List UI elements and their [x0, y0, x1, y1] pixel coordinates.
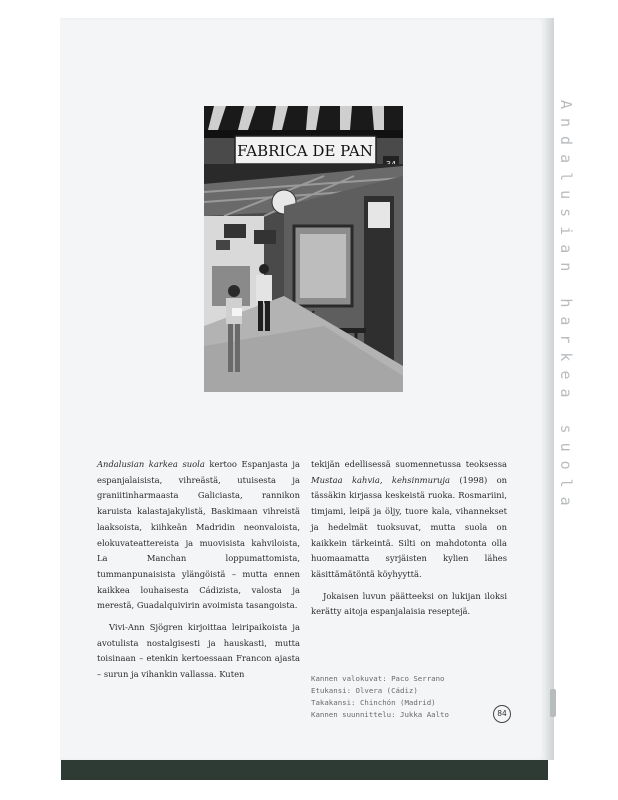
- blurb-right-column: [311, 457, 507, 626]
- spine-title: Andalusian harkea suola: [557, 100, 575, 515]
- book-title-italic: Mustaa kahvia, kehsinmuruja: [311, 474, 450, 485]
- blurb-text: (1998) on tässäkin kirjassa keskeistä ruoka. Rosmariini, timjami, leipä ja öljy, tuore kala, vihannekset ja hedelmät tuoksuvat, mutta suola on kaikkein tärkeintä. Silti on mahdotonta olla huomaamatta syrjäisten kylien lähes käsittämätöntä köyhyyttä.: [311, 474, 508, 579]
- cover-photo: [204, 106, 403, 392]
- classification-badge: 84: [493, 705, 511, 723]
- blurb-paragraph: Vivi-Ann Sjögren kirjoittaa leiripaikoista ja avotulista nostalgisesti ja hauskasti, mutta toisinaan – etenkin kertoessaan Francon ajasta – surun ja vihankin vallassa. Kuten: [97, 622, 300, 680]
- credit-line: Takakansi: Chinchón (Madrid): [311, 698, 436, 707]
- blurb-text: kertoo Espanjasta ja espanjalaisista, vihreästä, utuisesta ja graniitinharmaasta Galiciasta, rannikon karuista kalastajakylistä, Baskimaan vihreistä laaksoista, kiihkeän Madridin neonvaloista, elokuvateattereista ja muovisista kahviloista, La Manchan loppumattomista, tummanpunaisista ylängöistä – mutta ennen kaikkea louhaisesta Cádizista, valosta ja merestä, Guadalquivirin avoimista tasangoista.: [97, 459, 301, 611]
- blurb-paragraph: Jokaisen luvun päätteeksi on lukijan iloksi kerätty aitoja espanjalaisia reseptejä.: [311, 590, 507, 617]
- blurb-text: tekijän edellisessä suomennetussa teoksessa: [311, 459, 507, 469]
- blurb-paragraph: [97, 457, 300, 614]
- blurb-paragraph: [311, 457, 507, 583]
- book-title-italic: Andalusian karkea suola: [97, 459, 205, 469]
- credit-line: Kannen suunnittelu: Jukka Aalto: [311, 710, 449, 719]
- credit-line: Kannen valokuvat: Paco Serrano: [311, 674, 445, 683]
- blurb-left-column: [97, 457, 300, 689]
- credit-line: Etukansi: Olvera (Cádiz): [311, 686, 418, 695]
- spine-edge-mark: [550, 689, 556, 717]
- book-spine: [546, 18, 554, 760]
- sign-text: FABRICA DE PAN: [237, 142, 373, 160]
- cover-credits: [311, 673, 481, 721]
